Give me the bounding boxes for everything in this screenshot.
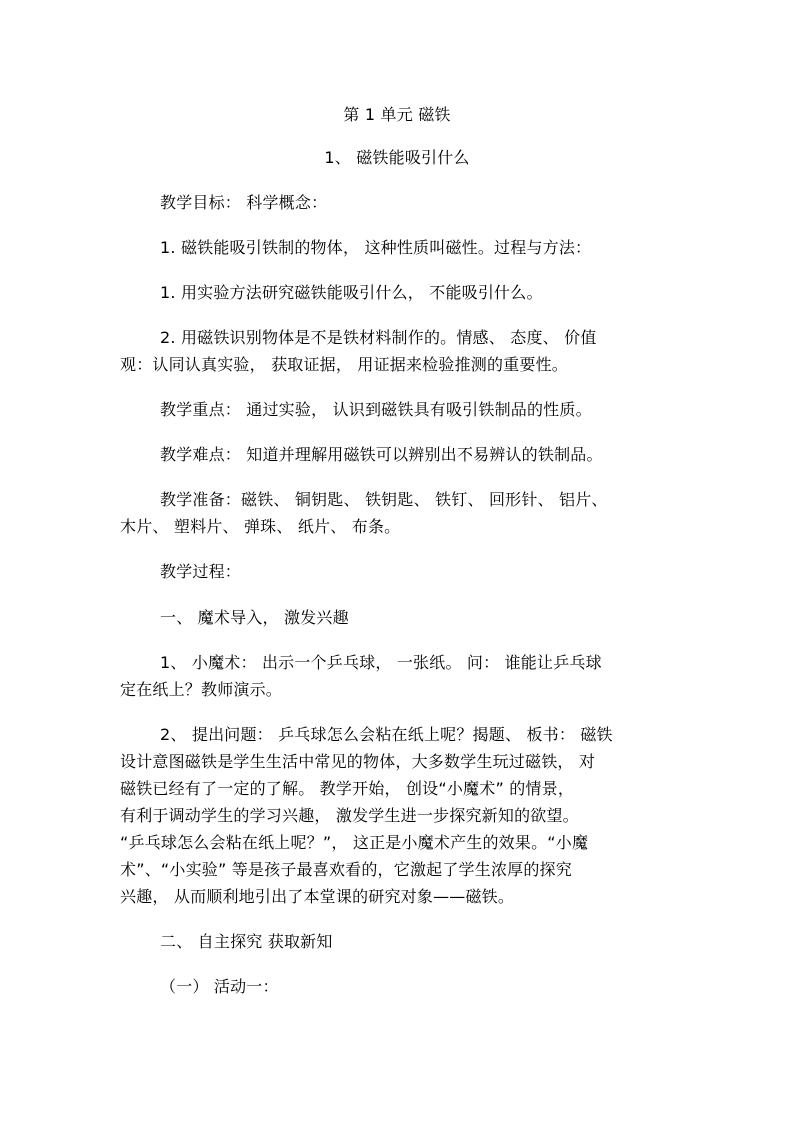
design-intent-line-3: 有利于调动学生的学习兴趣， 激发学生进一步探究新知的欲望。 xyxy=(120,806,579,825)
objective-method-line: 1. 用实验方法研究磁铁能吸引什么， 不能吸引什么。 xyxy=(160,283,543,302)
design-intent-line-4: “乒乓球怎么会粘在纸上呢？”， 这正是小魔术产生的效果。“小魔 xyxy=(120,833,589,852)
design-intent-line-6: 兴趣， 从而顺利地引出了本堂课的研究对象——磁铁。 xyxy=(120,887,515,906)
teaching-focus-line: 教学重点： 通过实验， 认识到磁铁具有吸引铁制品的性质。 xyxy=(160,400,592,419)
teaching-objectives-heading: 教学目标： 科学概念： xyxy=(160,193,328,212)
section-one-heading: 一、 魔术导入， 激发兴趣 xyxy=(160,608,349,627)
objective-concept-line: 1. 磁铁能吸引铁制的物体， 这种性质叫磁性。过程与方法： xyxy=(160,238,592,257)
teaching-difficulty-line: 教学难点： 知道并理解用磁铁可以辨别出不易辨认的铁制品。 xyxy=(160,445,603,464)
objective-identify-line: 2. 用磁铁识别物体是不是铁材料制作的。情感、 态度、 价值 xyxy=(160,328,597,347)
lesson-title: 1、 磁铁能吸引什么 xyxy=(324,148,470,167)
activity-one-heading: （一） 活动一： xyxy=(160,977,279,996)
design-intent-line-1: 设计意图磁铁是学生生活中常见的物体，大多数学生玩过磁铁， 对 xyxy=(120,752,596,771)
teaching-process-heading: 教学过程： xyxy=(160,562,242,581)
design-intent-line-2: 磁铁已经有了一定的了解。 教学开始， 创设“小魔术” 的情景， xyxy=(120,779,575,798)
teaching-preparation-line: 教学准备：磁铁、 铜钥匙、 铁钥匙、 铁钉、 回形针、 铝片、 xyxy=(160,490,608,509)
magic-trick-line: 1、 小魔术： 出示一个乒乓球， 一张纸。 问： 谁能让乒乓球 xyxy=(160,653,602,672)
question-line: 2、 提出问题： 乒乓球怎么会粘在纸上呢？揭题、 板书： 磁铁 xyxy=(160,725,613,744)
teaching-preparation-continued-line: 木片、 塑料片、 弹珠、 纸片、 布条。 xyxy=(120,517,401,536)
objective-attitude-line: 观：认同认真实验， 获取证据， 用证据来检验推测的重要性。 xyxy=(120,355,568,374)
section-two-heading: 二、 自主探究 获取新知 xyxy=(160,932,333,951)
magic-trick-continued-line: 定在纸上？教师演示。 xyxy=(120,680,283,699)
design-intent-line-5: 术”、“小实验” 等是孩子最喜欢看的，它激起了学生浓厚的探究 xyxy=(120,860,572,879)
unit-title: 第 1 单元 磁铁 xyxy=(343,105,451,124)
